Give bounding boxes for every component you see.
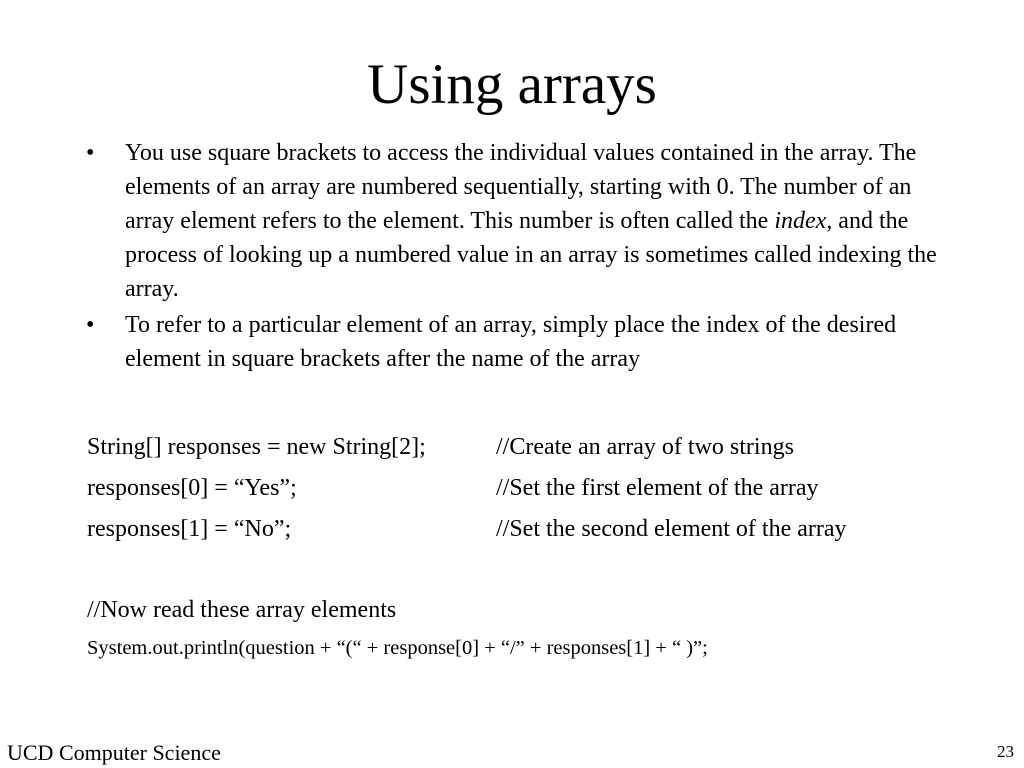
bullet-item-2 bbox=[86, 308, 946, 376]
code-comment: //Set the second element of the array bbox=[496, 516, 847, 542]
code-example bbox=[87, 427, 967, 550]
slide-title: Using arrays bbox=[367, 53, 657, 116]
code-statement: responses[0] = “Yes”; bbox=[87, 475, 297, 501]
bullet-1-emphasis: index bbox=[774, 208, 827, 234]
bullet-2-text: To refer to a particular element of an array, simply place the index of the desired element in square brackets after the name of the array bbox=[125, 312, 897, 372]
code-statement: String[] responses = new String[2]; bbox=[87, 434, 426, 460]
footer-organization: UCD Computer Science bbox=[7, 740, 221, 765]
bullet-item-1 bbox=[86, 136, 946, 306]
bullet-1-text-before: You use square brackets to access the individual values contained in the array. The elements of an array are numbered sequentially, starting with 0. The number of an array element refers to the element. This number is often called the bbox=[125, 140, 917, 234]
code-comment: //Set the first element of the array bbox=[496, 475, 819, 501]
code-line-3 bbox=[87, 509, 967, 550]
bullet-marker: • bbox=[86, 140, 95, 166]
code-comment: //Create an array of two strings bbox=[496, 434, 794, 460]
code-statement: responses[1] = “No”; bbox=[87, 516, 292, 542]
code-line-1 bbox=[87, 427, 967, 468]
bullet-1-text-after: , and the process of looking up a numbered value in an array is sometimes called indexing the array. bbox=[125, 208, 937, 302]
bullet-marker: • bbox=[86, 312, 95, 338]
page-number: 23 bbox=[997, 742, 1014, 761]
bullet-list bbox=[86, 136, 946, 378]
read-elements-comment: //Now read these array elements bbox=[87, 597, 397, 623]
println-statement: System.out.println(question + “(“ + response[0] + “/” + responses[1] + “ )”; bbox=[87, 637, 708, 659]
code-line-2 bbox=[87, 468, 967, 509]
